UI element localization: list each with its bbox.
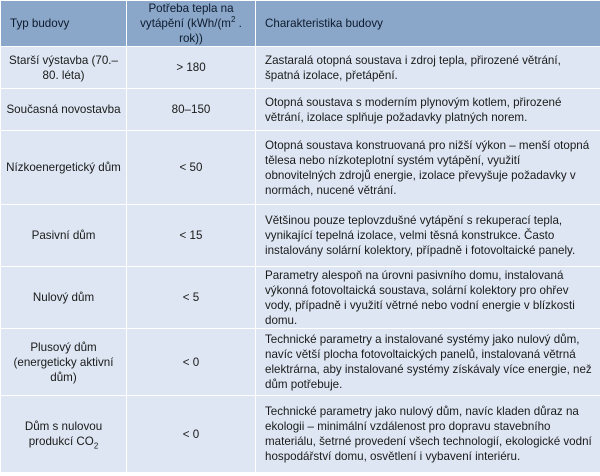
header-heat-demand-line1: Potřeba tepla na <box>148 2 234 15</box>
table-header-row <box>1 1 600 47</box>
building-type-cell: Nízkoenergetický dům <box>1 131 127 205</box>
header-characteristics: Charakteristika budovy <box>256 1 600 47</box>
characteristics-cell: Technické parametry a instalované systémy jako nulový dům, navíc větší plocha fotovoltaických panelů, instalovaná větrná elektrárna, aby instalované systémy získávaly více energie, než dům potřebuje. <box>256 329 600 396</box>
heat-demand-cell: < 15 <box>127 205 256 267</box>
building-type-line2: produkcí CO <box>28 435 94 448</box>
table-row <box>1 131 600 205</box>
building-type-cell: Plusový dům (energeticky aktivní dům) <box>1 329 127 396</box>
heat-demand-cell: < 0 <box>127 396 256 473</box>
header-building-type: Typ budovy <box>1 1 127 47</box>
table-row <box>1 205 600 267</box>
characteristics-cell: Technické parametry jako nulový dům, navíc kladen důraz na ekologii – minimální vzdálenost pro dopravu stavebního materiálu, šetrné provedení všech technologií, ekologické vodní hospodářství domu, osvětlení i vybavení interiéru. <box>256 396 600 473</box>
header-heat-demand-sup: 2 <box>230 15 236 25</box>
characteristics-cell: Otopná soustava konstruovaná pro nižší výkon – menší otopná tělesa nebo nízkoteplotní systém vytápění, využití obnovitelných zdrojů energie, izolace převyšuje požadavky v normách, nucené větrání. <box>256 131 600 205</box>
characteristics-cell: Otopná soustava s moderním plynovým kotlem, přirozené větrání, izolace splňuje požadavky platných norem. <box>256 89 600 131</box>
table-row <box>1 396 600 473</box>
heat-demand-cell: < 5 <box>127 267 256 329</box>
heat-demand-cell: > 180 <box>127 47 256 89</box>
building-type-cell: Pasivní dům <box>1 205 127 267</box>
header-heat-demand-line2: vytápění (kWh/(m <box>140 17 231 30</box>
header-heat-demand-end: . rok)) <box>179 17 242 45</box>
building-type-cell: Současná novostavba <box>1 89 127 131</box>
table-row <box>1 89 600 131</box>
heat-demand-cell: < 0 <box>127 329 256 396</box>
building-type-cell: Starší výstavba (70.–80. léta) <box>1 47 127 89</box>
building-type-cell <box>1 396 127 473</box>
table-row <box>1 47 600 89</box>
table-row <box>1 329 600 396</box>
heat-demand-cell: < 50 <box>127 131 256 205</box>
co2-subscript: 2 <box>93 441 99 451</box>
characteristics-cell: Zastaralá otopná soustava i zdroj tepla, přirozené větrání, špatná izolace, přetápění. <box>256 47 600 89</box>
building-type-line1: Dům s nulovou <box>24 420 103 433</box>
heat-demand-cell: 80–150 <box>127 89 256 131</box>
table-row <box>1 267 600 329</box>
characteristics-cell: Většinou pouze teplovzdušné vytápění s rekuperací tepla, vynikající tepelná izolace, velmi těsná konstrukce. Často instalovány solární kolektory, případně i fotovoltaické panely. <box>256 205 600 267</box>
characteristics-cell: Parametry alespoň na úrovni pasivního domu, instalovaná výkonná fotovoltaická soustava, solární kolektory pro ohřev vody, případně i využití větrné nebo vodní energie v blízkosti domu. <box>256 267 600 329</box>
header-heat-demand <box>127 1 256 47</box>
building-type-cell: Nulový dům <box>1 267 127 329</box>
